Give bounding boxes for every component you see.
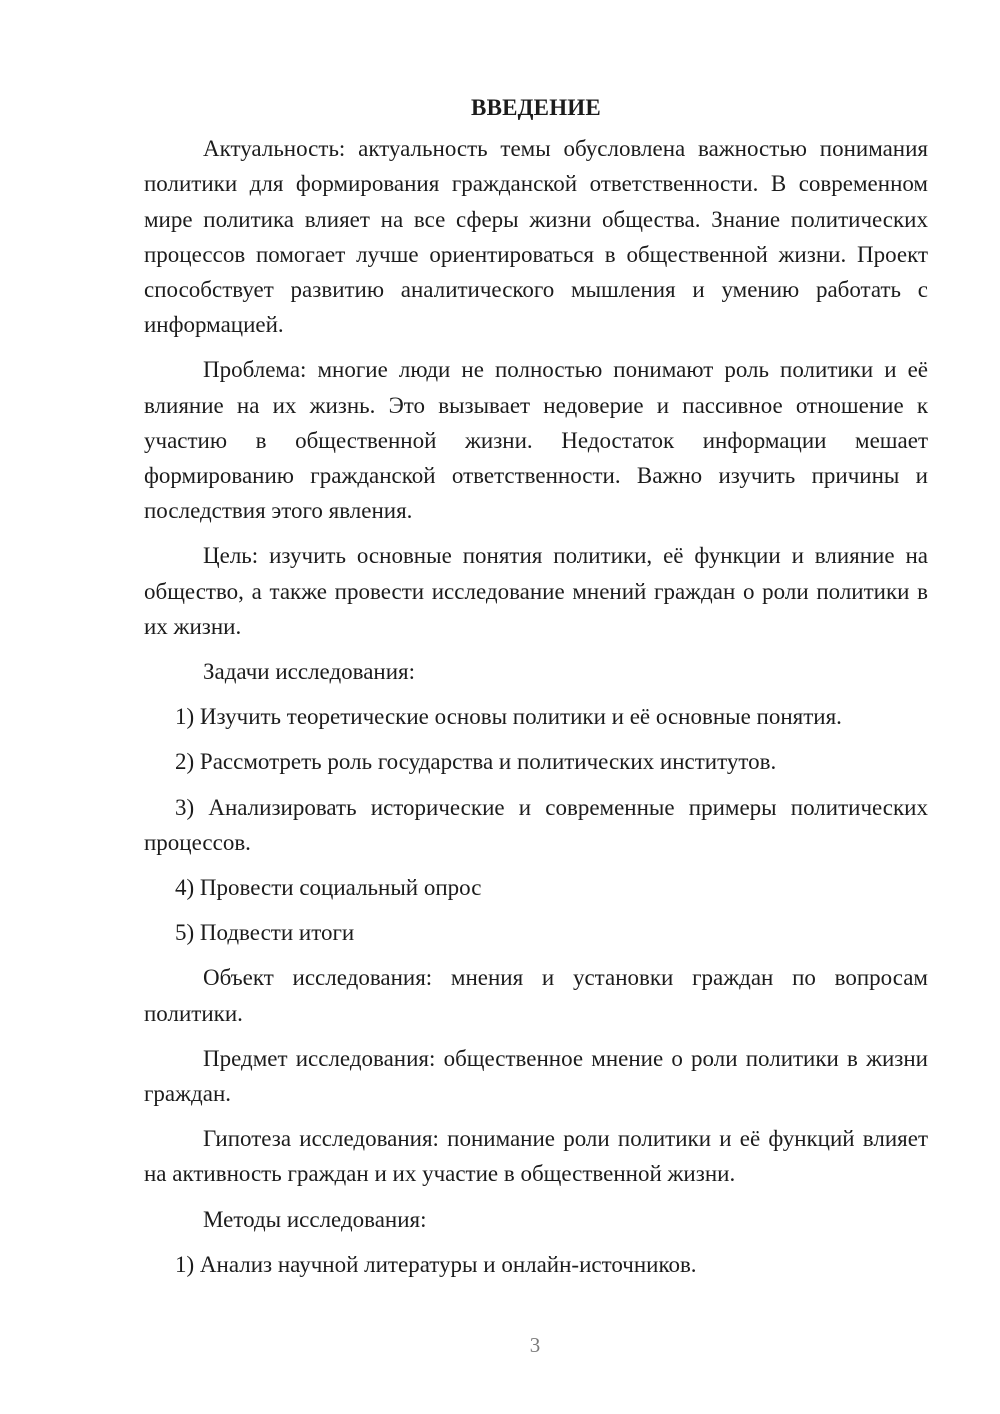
goal-paragraph: Цель: изучить основные понятия политики, её функции и влияние на общество, а также провести исследование мнений граждан о роли политики в их жизни. bbox=[144, 543, 928, 639]
section-heading: ВВЕДЕНИЕ bbox=[471, 95, 601, 120]
relevance-paragraph: Актуальность: актуальность темы обусловлена важностью понимания политики для формирования гражданской ответственности. В современном мире политика влияет на все сферы жизни общества. Знание политических процессов помогает лучше ориентироваться в общественной жизни. Проект способствует развитию аналитического мышления и умению работать с информацией. bbox=[144, 136, 928, 338]
problem-paragraph: Проблема: многие люди не полностью понимают роль политики и её влияние на их жизнь. Это вызывает недоверие и пассивное отношение к участию в общественной жизни. Недостаток информации мешает формированию гражданской ответственности. Важно изучить причины и последствия этого явления. bbox=[144, 357, 928, 524]
object-paragraph: Объект исследования: мнения и установки граждан по вопросам политики. bbox=[144, 965, 928, 1026]
task-item-4: 4) Провести социальный опрос bbox=[175, 875, 482, 901]
tasks-title: Задачи исследования: bbox=[203, 659, 416, 685]
page-number: 3 bbox=[529, 1333, 541, 1357]
task-item-3: 3) Анализировать исторические и современные примеры политических процессов. bbox=[144, 794, 928, 855]
hypothesis-paragraph: Гипотеза исследования: понимание роли политики и её функций влияет на активность граждан и их участие в общественной жизни. bbox=[144, 1126, 928, 1187]
task-item-5: 5) Подвести итоги bbox=[175, 920, 355, 946]
subject-paragraph: Предмет исследования: общественное мнение о роли политики в жизни граждан. bbox=[144, 1045, 928, 1107]
method-item-1: 1) Анализ научной литературы и онлайн-источников. bbox=[175, 1251, 697, 1277]
document-body bbox=[144, 90, 928, 1292]
task-item-1: 1) Изучить теоретические основы политики и её основные понятия. bbox=[175, 704, 842, 730]
methods-title: Методы исследования: bbox=[203, 1206, 427, 1232]
task-item-2: 2) Рассмотреть роль государства и политических институтов. bbox=[175, 749, 777, 775]
